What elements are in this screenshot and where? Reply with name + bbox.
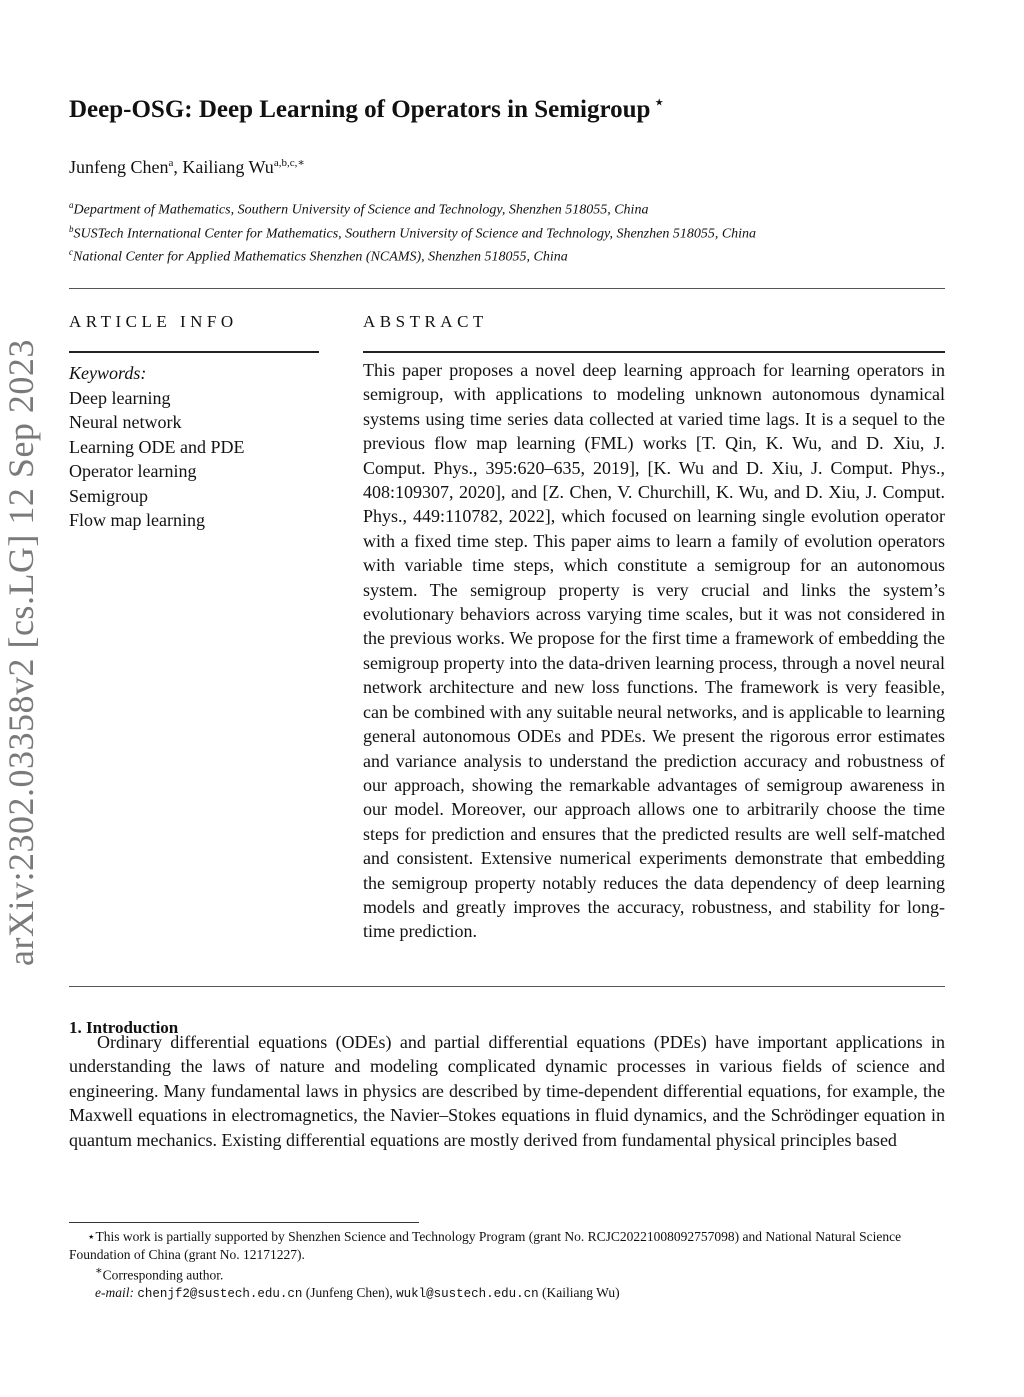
article-info-heading: ARTICLE INFO: [69, 312, 238, 331]
keyword-item: Learning ODE and PDE: [69, 436, 245, 457]
keywords-block: [69, 361, 244, 533]
affiliation: $^a$Department of Mathematics, Southern University of Science and Technology, Shenzhen 518055, China: [69, 200, 649, 218]
author-name: Junfeng Chen: [69, 157, 169, 177]
affiliations: [69, 196, 756, 267]
keyword-item: Semigroup: [69, 485, 148, 506]
keyword-list: [69, 386, 244, 533]
funding-mark: ⋆: [87, 1229, 96, 1244]
paper-title: [69, 93, 664, 124]
author-name: Kailiang Wu: [182, 157, 274, 177]
title-text: Deep-OSG: Deep Learning of Operators in Semigroup: [69, 96, 651, 123]
author-affil-mark[interactable]: a,b,c,∗: [273, 157, 305, 169]
affiliation: $^b$SUSTech International Center for Mathematics, Southern University of Science and Technology, Shenzhen 518055, China: [69, 223, 757, 242]
corresponding-footnote: ∗Corresponding author.: [95, 1265, 224, 1283]
email-footnote: e-mail: chenjf2@sustech.edu.cn (Junfeng Chen), wukl@sustech.edu.cn (Kailiang Wu): [95, 1285, 620, 1301]
arxiv-side-stamp: arXiv:2302.03358v2 [cs.LG] 12 Sep 2023: [1, 339, 41, 966]
abstract-heading: ABSTRACT: [363, 312, 488, 331]
footnotes: [69, 1228, 945, 1304]
article-info-rule: [69, 351, 319, 353]
abstract-divider: [69, 986, 945, 987]
introduction-paragraph: Ordinary differential equations (ODEs) and partial differential equations (PDEs) have important applications in understanding the laws of nature and modeling complicated dynamic processes in various fields of science and engineering. Many fundamental laws in physics are described by time-dependent differential equations, for example, the Maxwell equations in electromagnetics, the Navier–Stokes equations in fluid dynamics, and the Schrödinger equation in quantum mechanics. Existing differential equations are mostly derived from fundamental physical principles based: [69, 1032, 945, 1150]
header-divider: [69, 288, 945, 289]
keyword-item: Deep learning: [69, 387, 171, 408]
abstract-text: This paper proposes a novel deep learning approach for learning operators in semigroup, with applications to modeling unknown autonomous dynamical systems using time series data collected at varied time lags. It is a sequel to the previous flow map learning (FML) works [T. Qin, K. Wu, and D. Xiu, J. Comput. Phys., 395:620–635, 2019], [K. Wu and D. Xiu, J. Comput. Phys., 408:109307, 2020], and [Z. Chen, V. Churchill, K. Wu, and D. Xiu, J. Comput. Phys., 449:110782, 2022], which focused on learning single evolution operator with a fixed time step. This paper aims to learn a family of evolution operators with variable time steps, which constitute a semigroup for an autonomous system. The semigroup property is very crucial and links the system’s evolutionary behaviors across varying time scales, but it was not considered in the previous works. We propose for the first time a framework of embedding the semigroup property into the data-driven learning process, through a novel neural network architecture and new loss functions. The framework is very feasible, can be combined with any suitable neural networks, and is applicable to learning general autonomous ODEs and PDEs. We present the rigorous error estimates and variance analysis to understand the prediction accuracy and robustness of our approach, showing the remarkable advantages of semigroup awareness in our model. Moreover, our approach allows one to arbitrarily choose the time steps for prediction and ensures that the predicted results are well self-matched and consistent. Extensive numerical experiments demonstrate that embedding the semigroup property notably reduces the data dependency of deep learning models and greatly improves the accuracy, robustness, and stability for long-time prediction.: [363, 360, 945, 942]
funding-footnote: ⋆This work is partially supported by Shenzhen Science and Technology Program (grant No. RCJC20221008092757098) and National Natural Science Foundation of China (grant No. 12171227).: [69, 1229, 902, 1262]
title-footnote-mark[interactable]: ⋆: [654, 95, 664, 111]
email-link[interactable]: wukl@sustech.edu.cn: [396, 1287, 539, 1301]
keyword-item: Operator learning: [69, 461, 197, 481]
introduction-heading: 1. Introduction: [69, 1018, 179, 1037]
author-list: Junfeng Chen$^a$, Kailiang $Wu^{a,b,c,∗}$: [69, 157, 305, 177]
author-affil-mark[interactable]: a: [168, 157, 174, 169]
email-label: e-mail:: [95, 1285, 134, 1300]
abstract-rule: [363, 351, 945, 353]
keyword-item: Flow map learning: [69, 510, 205, 530]
keywords-label: Keywords:: [69, 363, 147, 383]
affiliation: $^c$National Center for Applied Mathematics Shenzhen (NCAMS), Shenzhen 518055, China: [69, 247, 568, 265]
keyword-item: Neural network: [69, 412, 182, 432]
email-link[interactable]: chenjf2@sustech.edu.cn: [137, 1287, 303, 1301]
footnote-rule: [69, 1222, 419, 1223]
